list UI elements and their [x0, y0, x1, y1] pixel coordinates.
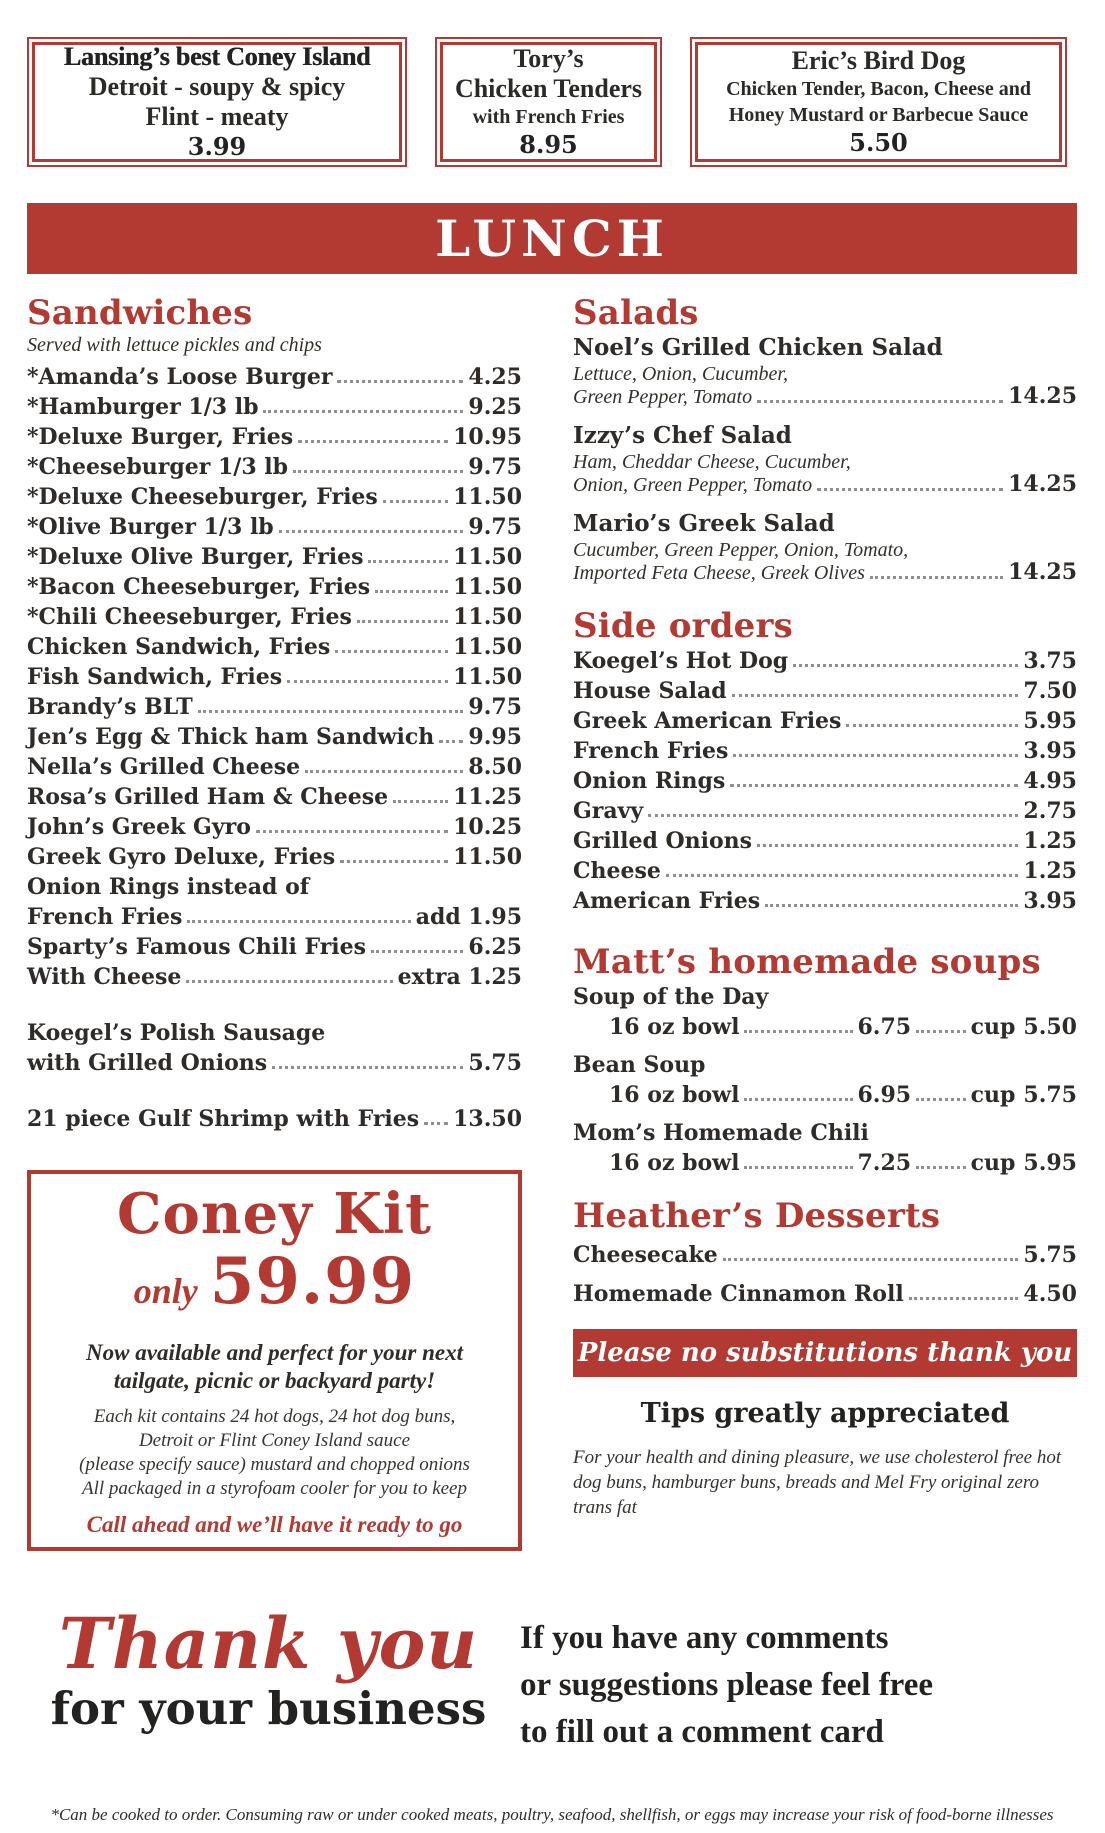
menu-item-row [27, 812, 522, 842]
menu-item-row [573, 539, 1077, 561]
menu-item-row [573, 451, 1077, 473]
item-price: 11.25 [453, 784, 522, 810]
dotted-leader [368, 560, 448, 563]
cup-price: 5.50 [1023, 1014, 1077, 1040]
dotted-leader [393, 800, 448, 803]
coney-kit-call-ahead: Call ahead and we’ll have it ready to go [86, 1512, 463, 1537]
item-name: Jen’s Egg & Thick ham Sandwich [27, 724, 435, 750]
promo-line: 5.50 [849, 128, 908, 157]
lunch-banner [27, 203, 1077, 274]
item-name: American Fries [573, 888, 761, 914]
item-price: 3.95 [1023, 888, 1077, 914]
menu-item-row [573, 509, 1077, 539]
menu-item-row [27, 1018, 522, 1048]
menu-item-row [573, 826, 1077, 856]
item-name: Fish Sandwich, Fries [27, 664, 283, 690]
promo-line: Honey Mustard or Barbecue Sauce [728, 104, 1029, 126]
menu-item-row [573, 982, 1077, 1012]
section-heading-sandwiches: Sandwiches [27, 293, 253, 333]
salad-group [573, 421, 1077, 496]
salad-group [573, 333, 1077, 408]
item-name: Mom’s Homemade Chili [573, 1120, 869, 1146]
item-price: 3.75 [1023, 648, 1077, 674]
list-gap [27, 1078, 522, 1104]
dotted-leader [272, 1066, 463, 1069]
section-heading-soups: Matt’s homemade soups [573, 942, 1041, 982]
thank-you-subline: for your business [50, 1682, 487, 1735]
coney-kit-only-label: only [133, 1271, 198, 1311]
left-column [27, 295, 522, 1551]
item-name: Green Pepper, Tomato [573, 386, 753, 408]
item-price: 9.95 [468, 724, 522, 750]
item-name: Cucumber, Green Pepper, Onion, Tomato, [573, 539, 909, 561]
menu-item-row [27, 1104, 522, 1134]
menu-item-row [27, 932, 522, 962]
coney-kit-detail-line: (please specify sauce) mustard and chopped onions [79, 1454, 470, 1475]
thank-you-headline: Thank you [58, 1602, 479, 1685]
dotted-leader [375, 590, 448, 593]
bowl-label: 16 oz bowl [609, 1082, 740, 1108]
dotted-leader [256, 830, 448, 833]
menu-item-row [27, 662, 522, 692]
menu-item-row [27, 572, 522, 602]
item-name: *Olive Burger 1/3 lb [27, 514, 274, 540]
menu-item-row [573, 856, 1077, 886]
sandwiches-list [27, 362, 522, 1134]
section-heading-salads: Salads [573, 293, 699, 333]
sandwiches-subtitle: Served with lettuce pickles and chips [27, 334, 322, 356]
menu-item-row [27, 902, 522, 932]
dotted-leader [335, 650, 448, 653]
item-name: *Hamburger 1/3 lb [27, 394, 259, 420]
dotted-leader [744, 1030, 852, 1033]
bowl-label: 16 oz bowl [609, 1150, 740, 1176]
bowl-price: 7.25 [857, 1150, 912, 1176]
menu-item-row [27, 1048, 522, 1078]
promo-line: Eric’s Bird Dog [791, 46, 966, 75]
item-name: Lettuce, Onion, Cucumber, [573, 363, 788, 385]
menu-item-row [27, 722, 522, 752]
item-price: 11.50 [453, 604, 522, 630]
menu-item-row [573, 1050, 1077, 1080]
item-name: Bean Soup [573, 1052, 706, 1078]
dotted-leader [337, 380, 463, 383]
menu-item-row [27, 632, 522, 662]
coney-kit-tagline-line: tailgate, picnic or backyard party! [113, 1368, 436, 1393]
item-price: 11.50 [453, 844, 522, 870]
dotted-leader [187, 920, 410, 923]
coney-kit-price: 59.99 [209, 1244, 416, 1319]
cup-label: cup [970, 1014, 1016, 1040]
bowl-label: 16 oz bowl [609, 1014, 740, 1040]
menu-item-row [573, 766, 1077, 796]
menu-columns [27, 295, 1077, 1551]
item-price: 4.95 [1023, 768, 1077, 794]
coney-kit-title: Coney Kit [116, 1181, 433, 1247]
dotted-leader [186, 980, 392, 983]
item-price: add 1.95 [415, 904, 522, 930]
thank-you-block [27, 1602, 510, 1756]
menu-item-row [573, 646, 1077, 676]
soup-price-row [573, 1148, 1077, 1178]
dotted-leader [733, 754, 1018, 757]
section-heading-side-orders: Side orders [573, 606, 793, 646]
item-name: Noel’s Grilled Chicken Salad [573, 334, 943, 361]
menu-item-row [27, 782, 522, 812]
menu-item-row [573, 706, 1077, 736]
dotted-leader [744, 1166, 852, 1169]
item-name: *Deluxe Burger, Fries [27, 424, 294, 450]
item-name: Brandy’s BLT [27, 694, 193, 720]
coney-kit-details [37, 1405, 512, 1501]
menu-item-row [27, 692, 522, 722]
item-price: 10.95 [453, 424, 522, 450]
item-name: Greek Gyro Deluxe, Fries [27, 844, 336, 870]
cup-label: cup [970, 1150, 1016, 1176]
menu-item-row [573, 421, 1077, 451]
menu-item-row [27, 752, 522, 782]
bowl-price: 6.95 [857, 1082, 912, 1108]
item-name: *Chili Cheeseburger, Fries [27, 604, 352, 630]
item-price: 11.50 [453, 544, 522, 570]
dotted-leader [870, 576, 1003, 579]
coney-kit-detail-line: All packaged in a styrofoam cooler for you to keep [81, 1478, 467, 1499]
cup-label: cup [970, 1082, 1016, 1108]
item-price: 9.75 [468, 694, 522, 720]
dotted-leader [744, 1098, 852, 1101]
item-name: Cheese [573, 858, 661, 884]
dotted-leader [757, 400, 1003, 403]
item-name: Izzy’s Chef Salad [573, 422, 792, 449]
menu-item-row [573, 1240, 1077, 1270]
promo-box [32, 42, 402, 162]
dotted-leader [793, 664, 1018, 667]
menu-item-row [27, 392, 522, 422]
item-price: 5.95 [1023, 708, 1077, 734]
soup-group [573, 982, 1077, 1042]
item-price: 11.50 [453, 634, 522, 660]
item-name: Nella’s Grilled Cheese [27, 754, 301, 780]
dotted-leader [198, 710, 464, 713]
item-price: 9.25 [468, 394, 522, 420]
item-price: 10.25 [453, 814, 522, 840]
health-note: For your health and dining pleasure, we use cholesterol free hot dog buns, hamburger buns, breads and Mel Fry original zero trans fat [573, 1447, 1062, 1518]
item-price: 3.95 [1023, 738, 1077, 764]
dotted-leader [817, 488, 1003, 491]
item-price: 9.75 [468, 514, 522, 540]
item-name: Onion Rings [573, 768, 726, 794]
closing-section [27, 1602, 1077, 1756]
list-gap [27, 992, 522, 1018]
menu-item-row [573, 736, 1077, 766]
item-price: 11.50 [453, 574, 522, 600]
item-price: 4.50 [1023, 1281, 1077, 1307]
dotted-leader [305, 770, 463, 773]
coney-kit-price-line [37, 1244, 512, 1331]
item-price: 6.25 [468, 934, 522, 960]
item-name: John’s Greek Gyro [27, 814, 251, 840]
promo-box [695, 42, 1062, 162]
item-price: 9.75 [468, 454, 522, 480]
menu-item-row [573, 796, 1077, 826]
coney-kit-detail-line: Detroit or Flint Coney Island sauce [138, 1430, 411, 1451]
soup-price-row [573, 1080, 1077, 1110]
item-name: With Cheese [27, 964, 182, 990]
dotted-leader [757, 844, 1018, 847]
item-price: 8.50 [468, 754, 522, 780]
item-name: Greek American Fries [573, 708, 842, 734]
dotted-leader [287, 680, 448, 683]
item-name: 21 piece Gulf Shrimp with Fries [27, 1106, 420, 1132]
menu-item-row [27, 452, 522, 482]
dotted-leader [383, 500, 448, 503]
item-name: Homemade Cinnamon Roll [573, 1281, 904, 1307]
coney-kit-box [27, 1170, 522, 1551]
right-column [573, 295, 1077, 1551]
tips-note: Tips greatly appreciated [640, 1398, 1010, 1429]
promo-line: Lansing’s best Coney Island [63, 42, 371, 71]
item-price: 4.25 [468, 364, 522, 390]
menu-item-row [573, 385, 1077, 408]
comment-line: or suggestions please feel free [520, 1667, 934, 1703]
dotted-leader [916, 1166, 966, 1169]
promo-box [440, 42, 657, 162]
cup-price: 5.95 [1023, 1150, 1077, 1176]
dotted-leader [666, 874, 1019, 877]
item-name: *Amanda’s Loose Burger [27, 364, 333, 390]
cup-price: 5.75 [1023, 1082, 1077, 1108]
menu-item-row [27, 842, 522, 872]
item-price: 14.25 [1008, 383, 1077, 409]
dotted-leader [723, 1258, 1019, 1261]
soup-price-row [573, 1012, 1077, 1042]
dotted-leader [909, 1297, 1019, 1300]
desserts-list [573, 1240, 1077, 1309]
dotted-leader [730, 784, 1018, 787]
item-name: Mario’s Greek Salad [573, 510, 835, 537]
item-price: 5.75 [1023, 1242, 1077, 1268]
dotted-leader [648, 814, 1018, 817]
menu-item-row [573, 473, 1077, 496]
item-name: *Bacon Cheeseburger, Fries [27, 574, 371, 600]
menu-item-row [27, 362, 522, 392]
menu-item-row [27, 542, 522, 572]
item-name: Koegel’s Hot Dog [573, 648, 789, 674]
comment-line: to fill out a comment card [520, 1714, 884, 1750]
item-price: 11.50 [453, 484, 522, 510]
item-name: *Deluxe Olive Burger, Fries [27, 544, 364, 570]
menu-item-row [27, 512, 522, 542]
item-price: 7.50 [1023, 678, 1077, 704]
item-name: Onion, Green Pepper, Tomato [573, 474, 813, 496]
dotted-leader [279, 530, 464, 533]
item-price: 2.75 [1023, 798, 1077, 824]
item-price: extra 1.25 [397, 964, 522, 990]
item-name: Rosa’s Grilled Ham & Cheese [27, 784, 389, 810]
item-price: 13.50 [453, 1106, 522, 1132]
item-name: *Deluxe Cheeseburger, Fries [27, 484, 378, 510]
promo-line: with French Fries [472, 106, 625, 128]
item-name: Ham, Cheddar Cheese, Cucumber, [573, 451, 851, 473]
bowl-price: 6.75 [857, 1014, 912, 1040]
menu-item-row [573, 886, 1077, 916]
item-price: 5.75 [468, 1050, 522, 1076]
promo-row [27, 37, 1077, 167]
promo-line: 3.99 [187, 132, 247, 161]
coney-kit-tagline [37, 1339, 512, 1395]
dotted-leader [340, 860, 448, 863]
item-name: Cheesecake [573, 1242, 718, 1268]
item-price: 1.25 [1023, 828, 1077, 854]
item-name: House Salad [573, 678, 727, 704]
item-name: Grilled Onions [573, 828, 753, 854]
menu-item-row [27, 962, 522, 992]
menu-item-row [573, 561, 1077, 584]
item-price: 1.25 [1023, 858, 1077, 884]
item-name: French Fries [27, 904, 183, 930]
menu-item-row [573, 676, 1077, 706]
item-name: Gravy [573, 798, 644, 824]
menu-item-row [573, 1279, 1077, 1309]
side-orders-list [573, 646, 1077, 916]
dotted-leader [846, 724, 1018, 727]
dotted-leader [293, 470, 463, 473]
salads-list [573, 333, 1077, 584]
dotted-leader [371, 950, 463, 953]
menu-item-row [27, 422, 522, 452]
footnote-disclaimer: *Can be cooked to order. Consuming raw or under cooked meats, poultry, seafood, shellfish, or eggs may increase your risk of food-borne illnesses [50, 1805, 1054, 1824]
dotted-leader [916, 1098, 966, 1101]
dotted-leader [263, 410, 463, 413]
item-price: 14.25 [1008, 471, 1077, 497]
coney-kit-detail-line: Each kit contains 24 hot dogs, 24 hot dog buns, [93, 1406, 456, 1427]
item-name: French Fries [573, 738, 729, 764]
dotted-leader [732, 694, 1019, 697]
promo-line: Chicken Tender, Bacon, Cheese and [726, 78, 1031, 100]
item-name: Sparty’s Famous Chili Fries [27, 934, 367, 960]
dotted-leader [424, 1122, 448, 1125]
lunch-banner-label: LUNCH [435, 209, 669, 268]
soup-group [573, 1050, 1077, 1110]
menu-item-row [27, 602, 522, 632]
menu-item-row [573, 363, 1077, 385]
promo-line: Chicken Tenders [454, 74, 643, 103]
no-substitutions-banner: Please no substitutions thank you [573, 1329, 1077, 1377]
item-name: Onion Rings instead of [27, 874, 310, 900]
menu-item-row [27, 872, 522, 902]
dotted-leader [439, 740, 463, 743]
item-name: Koegel’s Polish Sausage [27, 1020, 326, 1046]
item-name: *Cheeseburger 1/3 lb [27, 454, 289, 480]
dotted-leader [916, 1030, 966, 1033]
promo-line: 8.95 [519, 130, 578, 159]
section-heading-desserts: Heather’s Desserts [573, 1196, 941, 1236]
item-price: 11.50 [453, 664, 522, 690]
promo-line: Detroit - soupy & spicy [88, 72, 346, 101]
coney-kit-tagline-line: Now available and perfect for your next [86, 1340, 463, 1365]
dotted-leader [298, 440, 448, 443]
comments-block [510, 1607, 1077, 1756]
item-name: with Grilled Onions [27, 1050, 268, 1076]
item-name: Soup of the Day [573, 984, 769, 1010]
item-price: 14.25 [1008, 559, 1077, 585]
salad-group [573, 509, 1077, 584]
item-name: Chicken Sandwich, Fries [27, 634, 331, 660]
menu-item-row [573, 1118, 1077, 1148]
promo-line: Flint - meaty [145, 102, 289, 131]
comment-line: If you have any comments [520, 1620, 889, 1656]
soups-list [573, 982, 1077, 1178]
promo-line: Tory’s [513, 44, 584, 73]
dotted-leader [357, 620, 448, 623]
menu-item-row [573, 333, 1077, 363]
item-name: Imported Feta Cheese, Greek Olives [573, 562, 865, 584]
dotted-leader [765, 904, 1018, 907]
menu-item-row [27, 482, 522, 512]
soup-group [573, 1118, 1077, 1178]
